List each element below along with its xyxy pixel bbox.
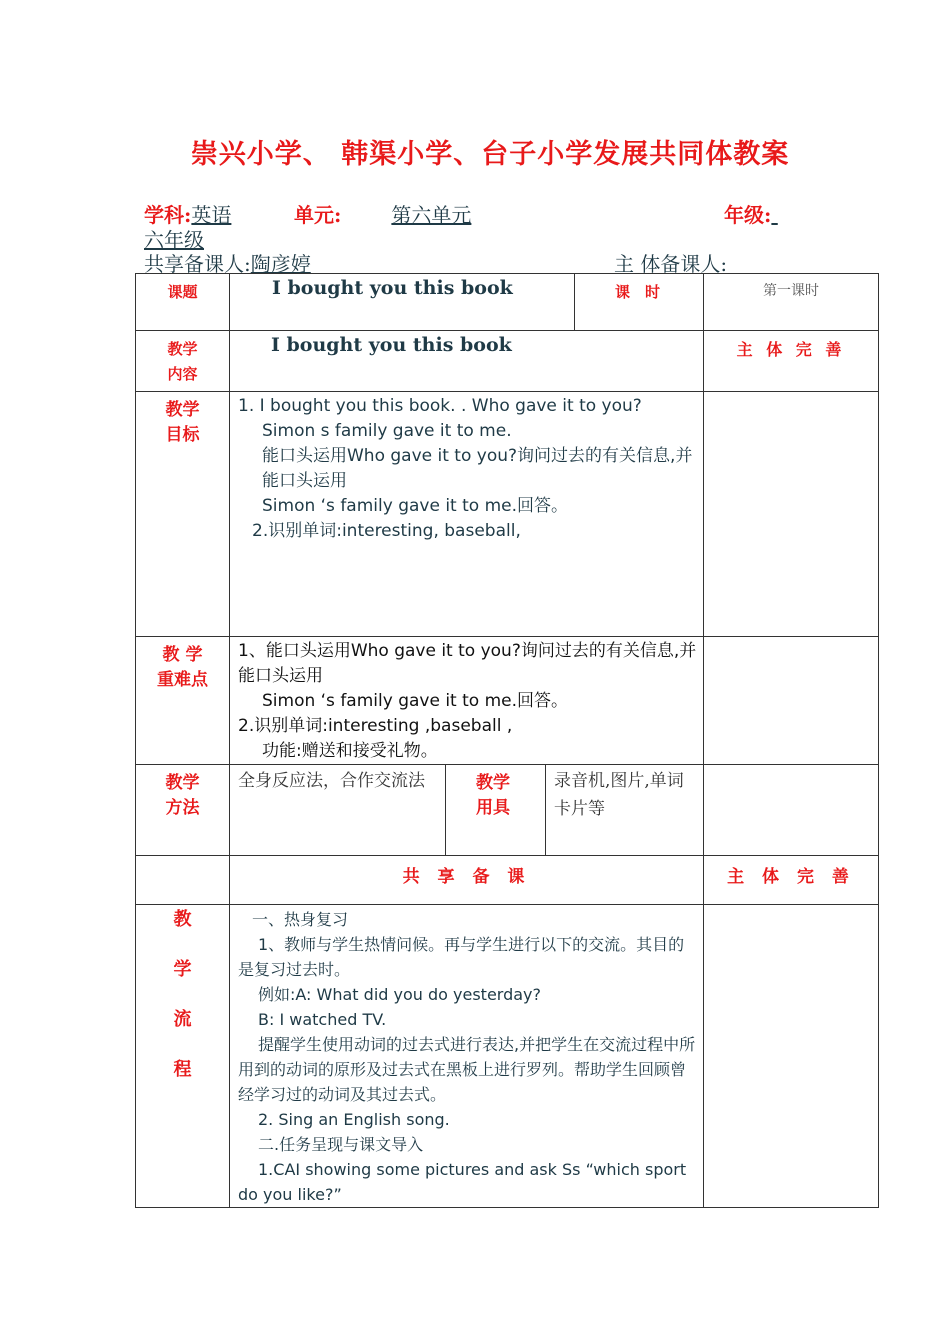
content-value: I bought you this book [230,331,704,392]
key-points-label-line2: 重难点 [157,670,208,690]
content-row [136,331,879,392]
key-line: 1、能口头运用Who gave it to you?询问过去的有关信息,并能口头运用 [238,641,697,686]
goal-line: 2.识别单词:interesting, baseball, [252,521,521,541]
method-main-cell [704,765,879,856]
method-value: 全身反应法，合作交流法 [230,765,446,856]
goal-line: 1. I bought you this book. . Who gave it to you? [238,396,642,416]
flow-label-char: 流 [173,1009,192,1030]
subject-value: 英语 [191,203,232,227]
goal-line: 能口头运用Who gave it to you?询问过去的有关信息,并能口头运用 [262,446,693,491]
flow-label-char: 教 [173,909,192,930]
goals-label-line2: 目标 [165,425,200,445]
grade-label: 年级: [724,203,772,227]
teaching-flow-main-cell [704,905,879,1208]
key-line: 功能:赠送和接受礼物。 [262,741,438,761]
method-label-line1: 教学 [165,773,200,793]
key-line: 2.识别单词:interesting ,baseball , [238,716,513,736]
goals-label [136,392,230,637]
subject-label: 学科: [144,203,192,227]
flow-line: 一、热身复习 [252,910,349,929]
teaching-flow-row [136,905,879,1208]
topic-row [136,274,879,331]
goal-line: Simon s family gave it to me. [262,421,512,441]
unit-label: 单元: [294,203,342,227]
flow-label-char: 学 [173,959,192,980]
flow-line: 例如:A: What did you do yesterday? [258,985,542,1004]
period-label: 课 时 [575,274,704,331]
topic-value: I bought you this book [230,274,575,331]
key-points-main-cell [704,637,879,765]
flow-line: 2. Sing an English song. [258,1110,450,1129]
period-value: 第一课时 [704,274,879,331]
goals-main-cell [704,392,879,637]
flow-label-char: 程 [173,1059,192,1080]
key-points-label [136,637,230,765]
grade-field [724,199,793,228]
method-label [136,765,230,856]
content-label-line1: 教学 [167,340,198,358]
shared-prep-row [136,856,879,905]
shared-prep-empty-cell [136,856,230,905]
topic-label: 课题 [136,274,230,331]
unit-field [294,199,625,228]
flow-line: B: I watched TV. [258,1010,387,1029]
tools-label-line1: 教学 [476,773,510,793]
flow-line: 1、教师与学生热情问候。再与学生进行以下的交流。其目的是复习过去时。 [238,935,685,979]
key-points-label-line1: 教 学 [162,645,203,665]
teaching-flow-text [230,905,704,1208]
flow-line: 二.任务呈现与课文导入 [258,1135,424,1154]
flow-line: 提醒学生使用动词的过去式进行表达,并把学生在交流过程中所用到的动词的原形及过去式在黑板上进行罗列。帮助学生回顾曾经学习过的动词及其过去式。 [238,1035,696,1104]
goals-row [136,392,879,637]
main-preparer-label: 主 体备课人: [614,252,728,276]
goals-text [230,392,704,637]
document-title: 崇兴小学、 韩渠小学、台子小学发展共同体教案 [190,139,790,170]
key-points-row [136,637,879,765]
content-label-line2: 内容 [167,365,198,383]
shared-prep-header: 共 享 备 课 [230,856,704,905]
flow-line: 1.CAI showing some pictures and ask Ss “which sport do you like?” [238,1160,687,1204]
goal-line: Simon ‘s family gave it to me.回答。 [262,496,569,516]
shared-preparer-value: 陶彦婷 [250,252,311,276]
main-improve-header: 主 体 完 善 [704,331,879,392]
key-line: Simon ‘s family gave it to me.回答。 [262,691,569,711]
method-row [136,765,879,856]
teaching-flow-label [136,905,230,1208]
method-label-line2: 方法 [165,798,200,818]
tools-label-line2: 用具 [476,798,510,818]
tools-label [446,765,546,856]
grade-blank [771,203,793,227]
content-label [136,331,230,392]
main-improve-header-2: 主 体 完 善 [704,856,879,905]
lesson-plan-table [135,273,879,1208]
tools-value: 录音机,图片,单词卡片等 [546,765,704,856]
key-points-text [230,637,704,765]
shared-preparer-label: 共享备课人: [144,252,251,276]
goals-label-line1: 教学 [165,400,200,420]
grade-value: 六年级 [144,228,204,252]
unit-value: 第六单元 [391,203,472,227]
